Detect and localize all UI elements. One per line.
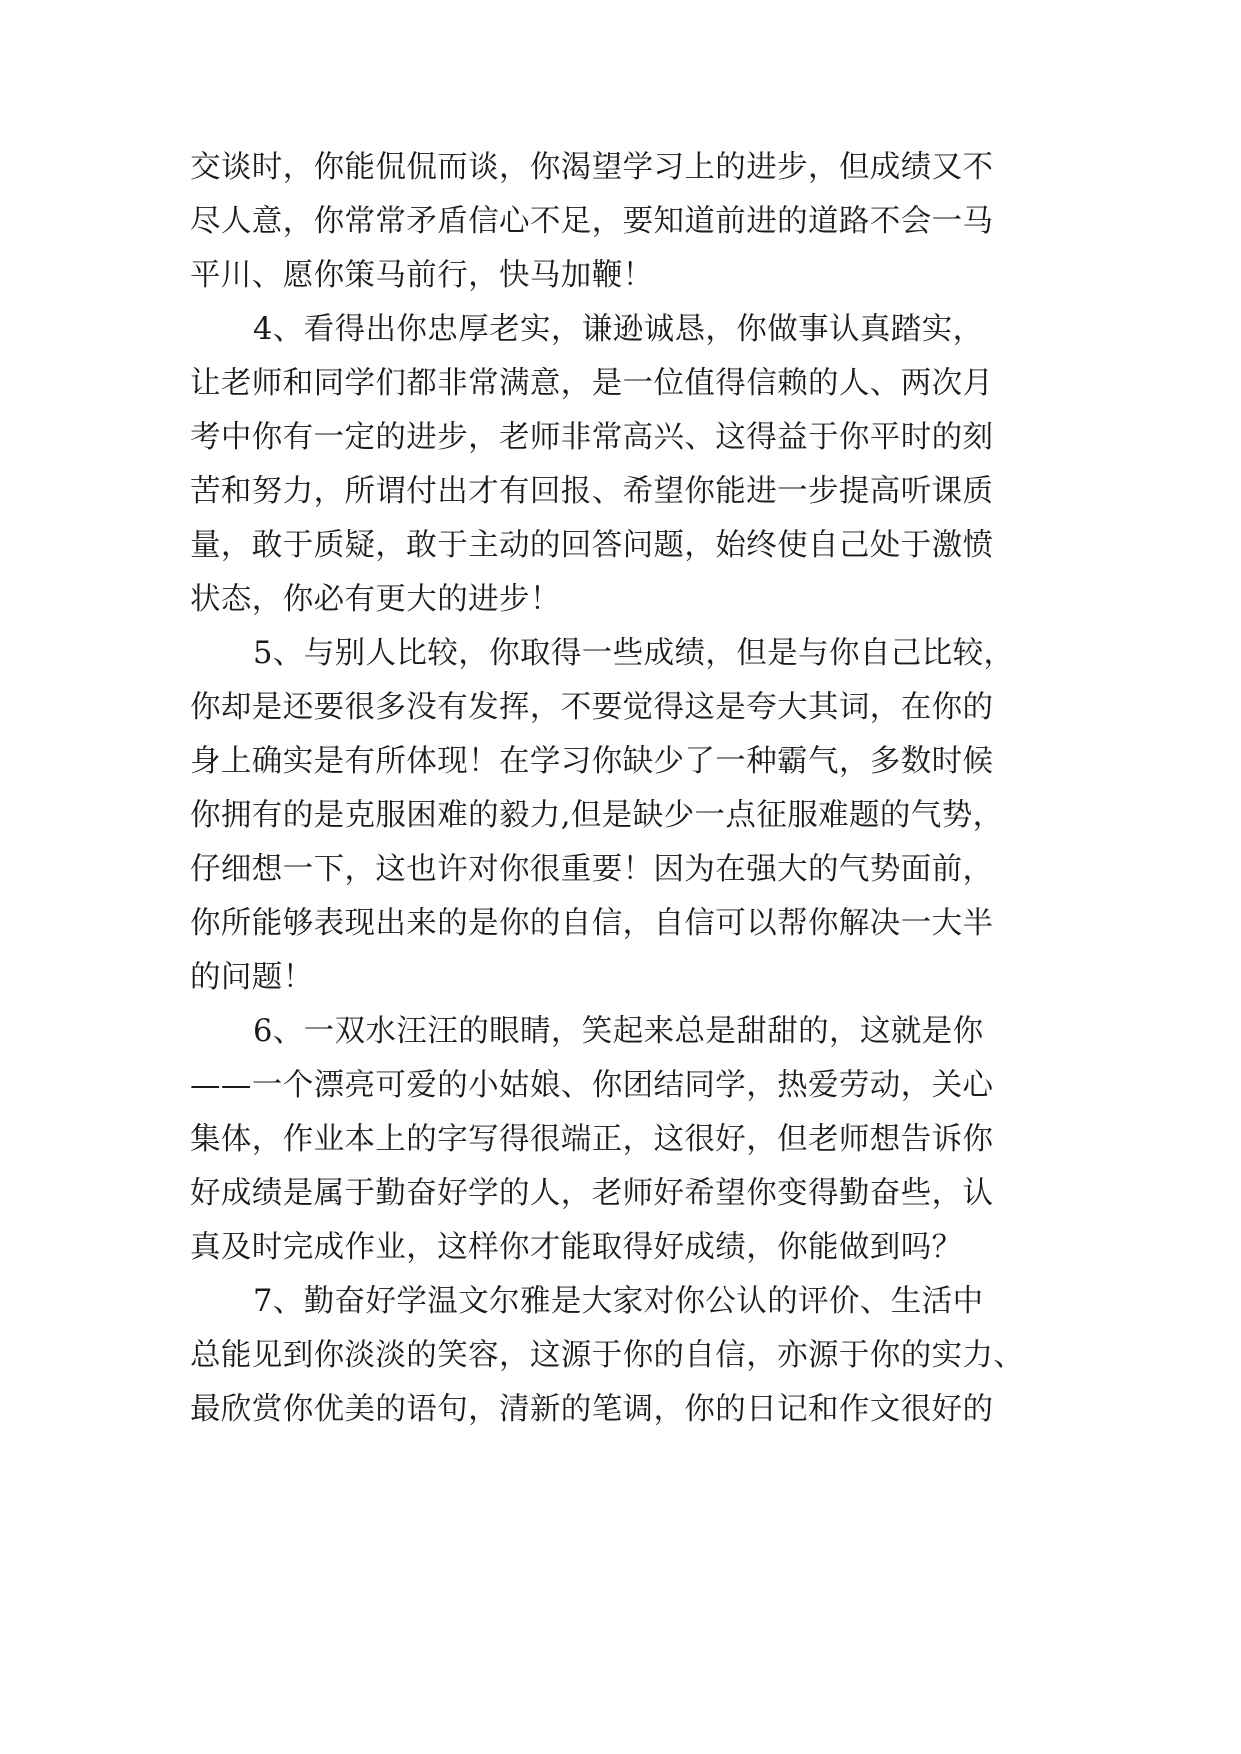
text-line: 总能见到你淡淡的笑容，这源于你的自信，亦源于你的实力、 [190,1338,1025,1373]
text-line: 苦和努力，所谓付出才有回报、希望你能进一步提高听课质 [190,474,994,509]
text-line: 最欣赏你优美的语句，清新的笔调，你的日记和作文很好的 [190,1392,994,1427]
paragraph-6-start: 6、一双水汪汪的眼睛，笑起来总是甜甜的，这就是你 [253,1014,984,1049]
text-line: 身上确实是有所体现！在学习你缺少了一种霸气，多数时候 [190,744,994,779]
text-line: 好成绩是属于勤奋好学的人，老师好希望你变得勤奋些，认 [190,1176,994,1211]
text-line: 你拥有的是克服困难的毅力,但是缺少一点征服难题的气势， [190,798,1004,833]
text-line: 真及时完成作业，这样你才能取得好成绩，你能做到吗？ [190,1230,963,1265]
text-line: 交谈时，你能侃侃而谈，你渴望学习上的进步，但成绩又不 [190,150,994,185]
text-line: 尽人意，你常常矛盾信心不足，要知道前进的道路不会一马 [190,204,994,239]
text-line: 状态，你必有更大的进步！ [190,582,561,617]
text-line: 仔细想一下，这也许对你很重要！因为在强大的气势面前， [190,852,994,887]
text-line: ——一个漂亮可爱的小姑娘、你团结同学，热爱劳动，关心 [190,1068,994,1103]
text-line: 你所能够表现出来的是你的自信，自信可以帮你解决一大半 [190,906,994,941]
text-line: 你却是还要很多没有发挥，不要觉得这是夸大其词，在你的 [190,690,994,725]
text-line: 的问题！ [190,960,314,995]
paragraph-7-start: 7、勤奋好学温文尔雅是大家对你公认的评价、生活中 [253,1284,984,1319]
text-line: 集体，作业本上的字写得很端正，这很好，但老师想告诉你 [190,1122,994,1157]
paragraph-4-start: 4、看得出你忠厚老实，谦逊诚恳，你做事认真踏实， [253,312,984,347]
text-line: 量，敢于质疑，敢于主动的回答问题，始终使自己处于激愤 [190,528,994,563]
paragraph-5-start: 5、与别人比较，你取得一些成绩，但是与你自己比较， [253,636,1015,671]
text-line: 让老师和同学们都非常满意，是一位值得信赖的人、两次月 [190,366,994,401]
text-line: 平川、愿你策马前行，快马加鞭！ [190,258,654,293]
text-line: 考中你有一定的进步，老师非常高兴、这得益于你平时的刻 [190,420,994,455]
